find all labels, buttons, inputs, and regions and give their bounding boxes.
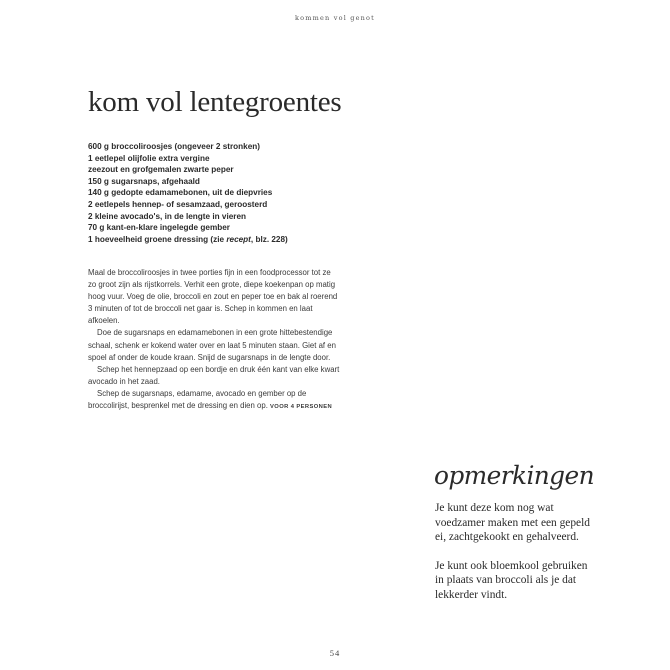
- ingredient-item: 150 g sugarsnaps, afgehaald: [88, 176, 200, 186]
- notes-block: [435, 501, 595, 617]
- method-paragraph-text: Schep de sugarsnaps, edamame, avocado en gember op de broccolirijst, besprenkel met de dressing en dien op.: [88, 388, 307, 411]
- notes-paragraph: Je kunt ook bloemkool gebruiken in plaats van broccoli als je dat lekkerder vindt.: [435, 559, 588, 601]
- running-head: kommen vol genot: [295, 14, 375, 22]
- ingredient-list: [88, 141, 388, 245]
- servings-label: VOOR 4 PERSONEN: [270, 404, 333, 411]
- method-paragraph: Doe de sugarsnaps en edamamebonen in een grote hittebestendige schaal, schenk er kokend water over en laat 5 minuten staan. Giet af en spoel af onder de koude kraan. Snijd de sugarsnaps in de lengte door.: [88, 328, 336, 362]
- recipe-title: kom vol lentegroentes: [88, 86, 342, 118]
- ingredient-item-dressing: [88, 234, 388, 246]
- ingredient-item: zeezout en grofgemalen zwarte peper: [88, 165, 234, 175]
- notes-title: [432, 452, 602, 498]
- ingredient-item: 140 g gedopte edamamebonen, uit de diepvries: [88, 188, 273, 198]
- page-reference: , blz. 228): [250, 234, 288, 244]
- ingredient-item: 2 eetlepels hennep- of sesamzaad, geroosterd: [88, 199, 268, 209]
- method-paragraph: Schep het hennepzaad op een bordje en druk één kant van elke kwart avocado in het zaad.: [88, 364, 340, 386]
- page-number: 54: [329, 648, 341, 658]
- notes-paragraph: Je kunt deze kom nog wat voedzamer maken met een gepeld ei, zachtgekookt en gehalveerd.: [435, 502, 590, 544]
- method-text: [88, 267, 340, 413]
- notes-title-text: opmerkingen: [434, 461, 594, 490]
- method-paragraph-last: [88, 388, 340, 413]
- ingredient-item: 1 eetlepel olijfolie extra vergine: [88, 153, 210, 163]
- ingredient-item: 600 g broccoliroosjes (ongeveer 2 stronken): [88, 142, 260, 151]
- ingredient-item: 2 kleine avocado's, in de lengte in vieren: [88, 211, 247, 221]
- ingredient-text: 1 hoeveelheid groene dressing (zie: [88, 234, 227, 244]
- ingredient-item: 70 g kant-en-klare ingelegde gember: [88, 223, 230, 233]
- recipe-reference: recept: [226, 234, 251, 244]
- method-paragraph: Maal de broccoliroosjes in twee porties fijn in een foodprocessor tot ze zo groot zijn als rijstkorrels. Verhit een grote, diepe koekenpan op matig hoog vuur. Voeg de olie, broccoli en zout en peper toe en bak al roerend 3 minuten of tot de broccoli net gaar is. Schep in kommen en laat afkoelen.: [88, 268, 338, 326]
